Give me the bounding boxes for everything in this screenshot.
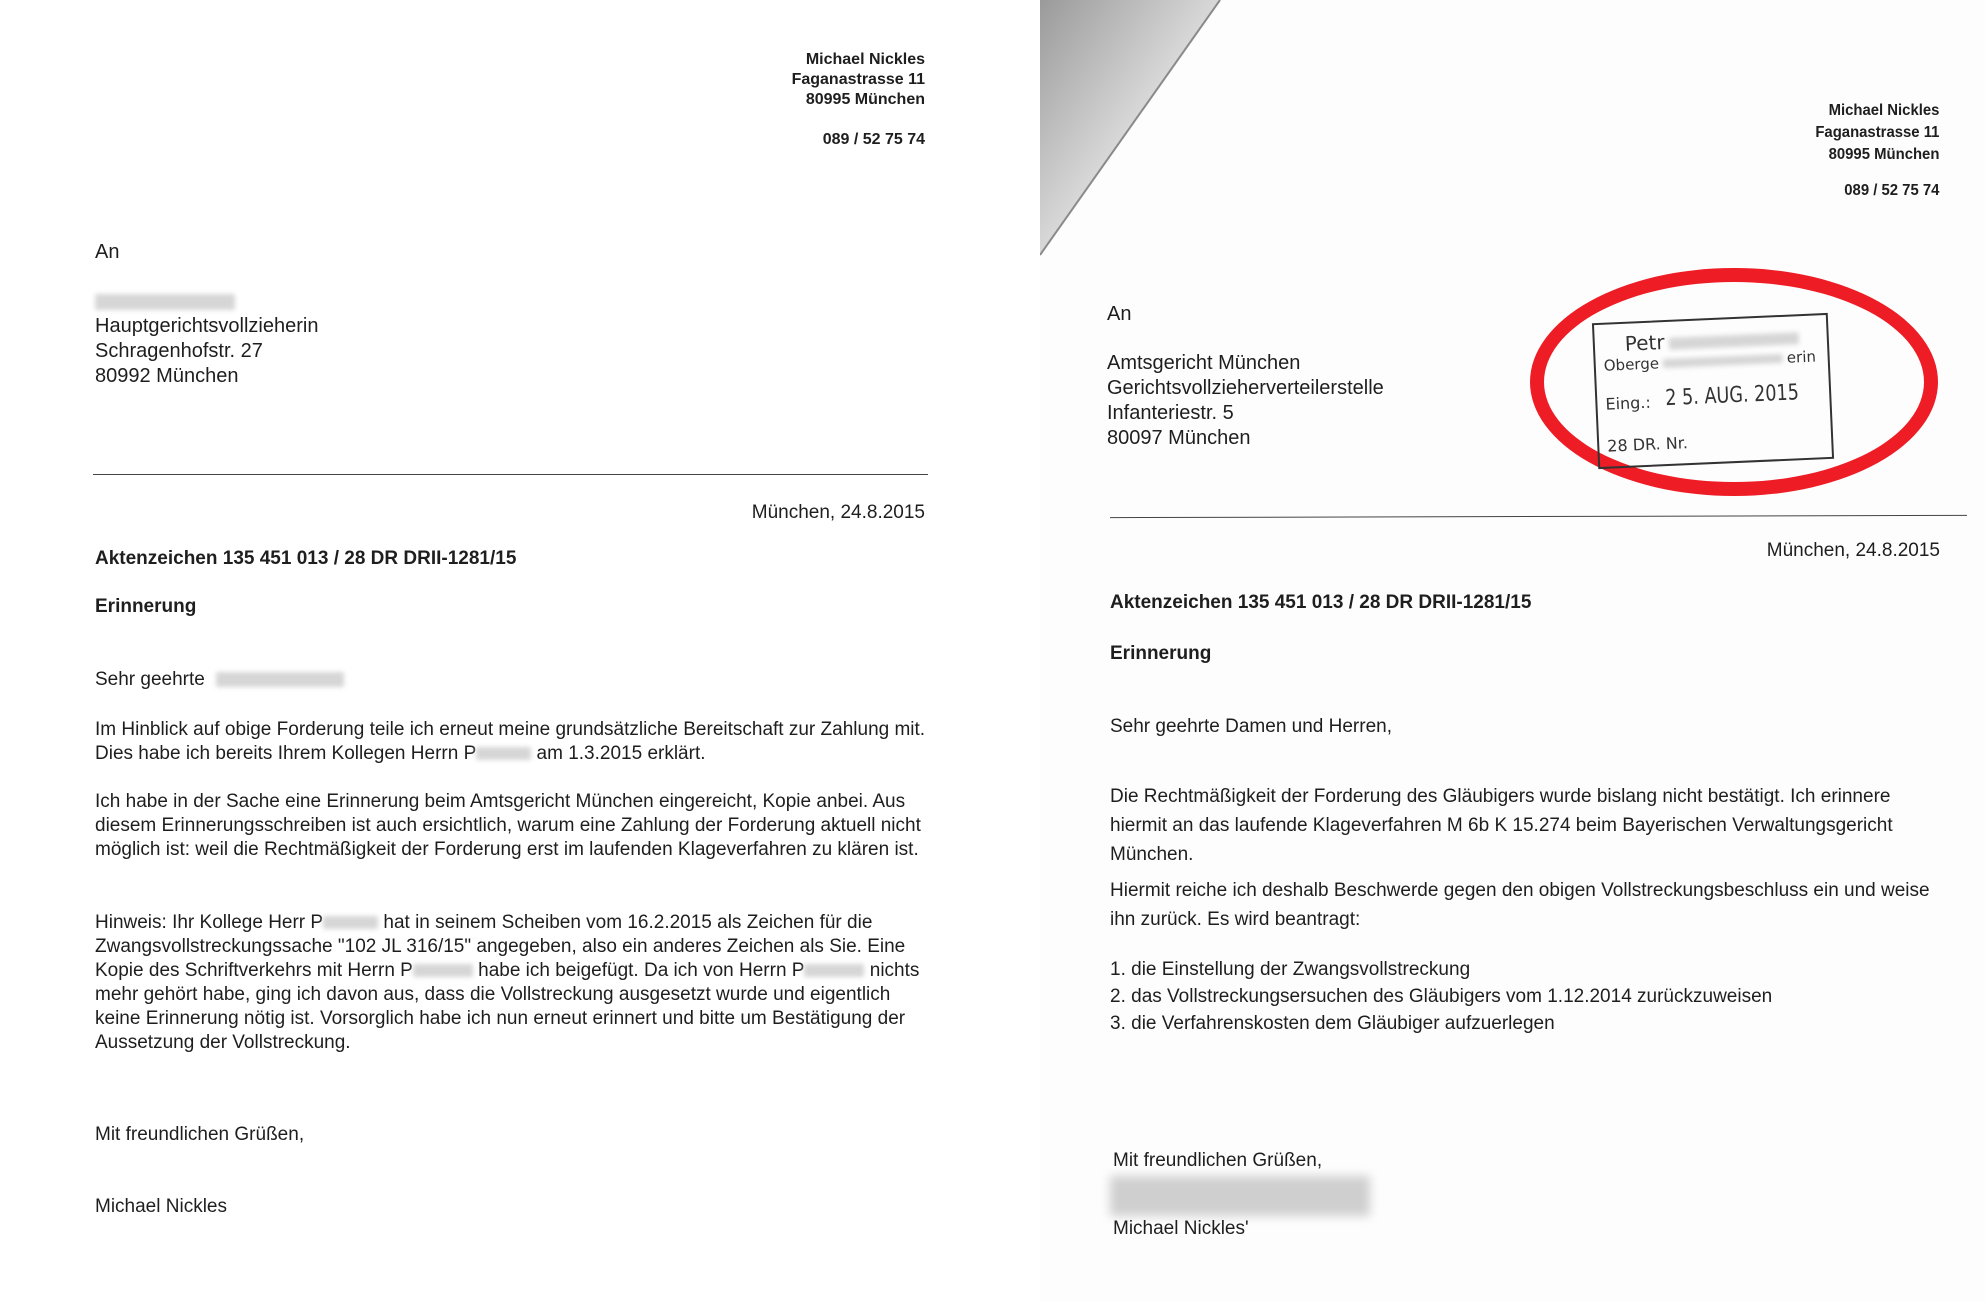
letter-date: München, 24.8.2015	[1766, 540, 1940, 561]
greeting: Sehr geehrte Damen und Herren,	[1110, 716, 1392, 737]
letter-date: München, 24.8.2015	[751, 502, 925, 523]
paragraph-3-text-d: nichts mehr gehört habe, ging ich davon aus, dass die Vollstreckung ausgesetzt wurde und eigentlich keine Erinnerung nötig ist. Vorsorglich habe ich nun erneut erinnert und bitte um Bestätigung der Aussetzung der Vollstreckung.	[95, 960, 920, 1053]
reference-number: Aktenzeichen 135 451 013 / 28 DR DRII-1281/15	[95, 548, 517, 569]
stamp-name-text: Petr	[1624, 330, 1666, 356]
sender-block	[1815, 100, 1939, 202]
handwritten-signature	[1110, 1176, 1370, 1216]
closing: Mit freundlichen Grüßen,	[95, 1124, 305, 1145]
list-item: 1. die Einstellung der Zwangsvollstreckung	[1110, 959, 1471, 980]
redacted-name	[413, 964, 473, 977]
recipient-title: Hauptgerichtsvollzieherin	[95, 315, 319, 337]
sender-name: Michael Nickles	[1828, 102, 1939, 119]
request-list	[1110, 956, 1772, 1037]
recipient-department: Gerichtsvollzieherverteilerstelle	[1107, 377, 1384, 399]
sender-city: 80995 München	[1828, 146, 1939, 163]
sender-street: Faganastrasse 11	[791, 71, 925, 88]
redacted-name	[323, 916, 378, 929]
sender-city: 80995 München	[805, 91, 925, 108]
paragraph-1-text-a: Im Hinblick auf obige Forderung teile ich erneut meine grundsätzliche Bereitschaft zur Zahlung mit. Dies habe ich bereits Ihrem Kollegen Herrn P	[95, 719, 926, 764]
paragraph-2: Ich habe in der Sache eine Erinnerung beim Amtsgericht München eingereicht, Kopie anbei. Aus diesem Erinnerungsschreiben ist auch ersichtlich, warum eine Zahlung der Forderung aktuell nicht möglich ist: weil die Rechtmäßigkeit der Forderung erst im laufenden Klageverfahren zu klären ist.	[95, 791, 921, 860]
recipient-block	[1107, 302, 1384, 451]
recipient-salutation: An	[95, 241, 120, 263]
recipient-street: Schragenhofstr. 27	[95, 340, 263, 362]
stamp-received-date: 2 5. AUG. 2015	[1664, 380, 1800, 412]
recipient-block	[95, 240, 318, 389]
greeting	[95, 669, 344, 691]
paragraph-3-text-b: hat in seinem Scheiben vom 16.2.2015 als Zeichen für die Zwangsvollstreckungssache "102 JL 316/15" angegeben, also ein anderes Zeichen als Sie. Eine Kopie des Schriftverkehrs mit Herrn P	[95, 912, 906, 981]
list-item: 2. das Vollstreckungsersuchen des Gläubigers vom 1.12.2014 zurückzuweisen	[1110, 986, 1773, 1007]
sender-phone: 089 / 52 75 74	[1843, 182, 1939, 199]
paragraph-3	[95, 911, 935, 1055]
signature-name: Michael Nickles	[95, 1196, 227, 1217]
stamp-title-a: Oberge	[1603, 354, 1660, 375]
signature-name: Michael Nickles'	[1113, 1218, 1249, 1239]
closing: Mit freundlichen Grüßen,	[1113, 1150, 1323, 1171]
paragraph-1-text-b: am 1.3.2015 erklärt.	[536, 743, 706, 764]
sender-name: Michael Nickles	[805, 51, 925, 68]
redacted-name	[804, 964, 864, 977]
stamp-received-label: Eing.:	[1605, 392, 1652, 414]
recipient-name-redacted	[95, 289, 318, 314]
list-item: 3. die Verfahrenskosten dem Gläubiger aufzuerlegen	[1110, 1013, 1555, 1034]
divider-line	[93, 474, 928, 475]
recipient-court: Amtsgericht München	[1107, 352, 1301, 374]
subject-line: Erinnerung	[95, 596, 197, 617]
receipt-stamp	[1592, 313, 1834, 469]
stamp-dr-number: 28 DR. Nr.	[1606, 433, 1689, 456]
paragraph-1	[95, 718, 935, 766]
folded-corner	[1040, 0, 1225, 260]
paragraph-3-text-c: habe ich beigefügt. Da ich von Herrn P	[478, 960, 805, 981]
sender-phone: 089 / 52 75 74	[822, 131, 925, 148]
redacted-name	[476, 747, 531, 760]
paragraph-2: Hiermit reiche ich deshalb Beschwerde gegen den obigen Vollstreckungsbeschluss ein und weise ihn zurück. Es wird beantragt:	[1110, 880, 1930, 930]
letter-page-right	[1040, 0, 1985, 1301]
greeting-text: Sehr geehrte	[95, 669, 205, 690]
stamp-title-b: erin	[1786, 347, 1817, 367]
subject-line: Erinnerung	[1110, 643, 1212, 664]
recipient-city: 80097 München	[1107, 427, 1251, 449]
recipient-city: 80992 München	[95, 365, 239, 387]
recipient-street: Infanteriestr. 5	[1107, 402, 1234, 424]
paragraph-3-text-a: Hinweis: Ihr Kollege Herr P	[95, 912, 324, 933]
sender-block	[792, 50, 925, 150]
sender-street: Faganastrasse 11	[1814, 124, 1939, 141]
divider-line	[1110, 515, 1967, 518]
paragraph-1: Die Rechtmäßigkeit der Forderung des Gläubigers wurde bislang nicht bestätigt. Ich erinnere hiermit an das laufende Klageverfahren M 6b K 15.274 beim Bayerischen Verwaltungsgericht München.	[1110, 786, 1893, 865]
recipient-salutation: An	[1107, 303, 1132, 325]
greeting-name-redacted	[216, 672, 344, 687]
reference-number: Aktenzeichen 135 451 013 / 28 DR DRII-1281/15	[1110, 592, 1532, 613]
